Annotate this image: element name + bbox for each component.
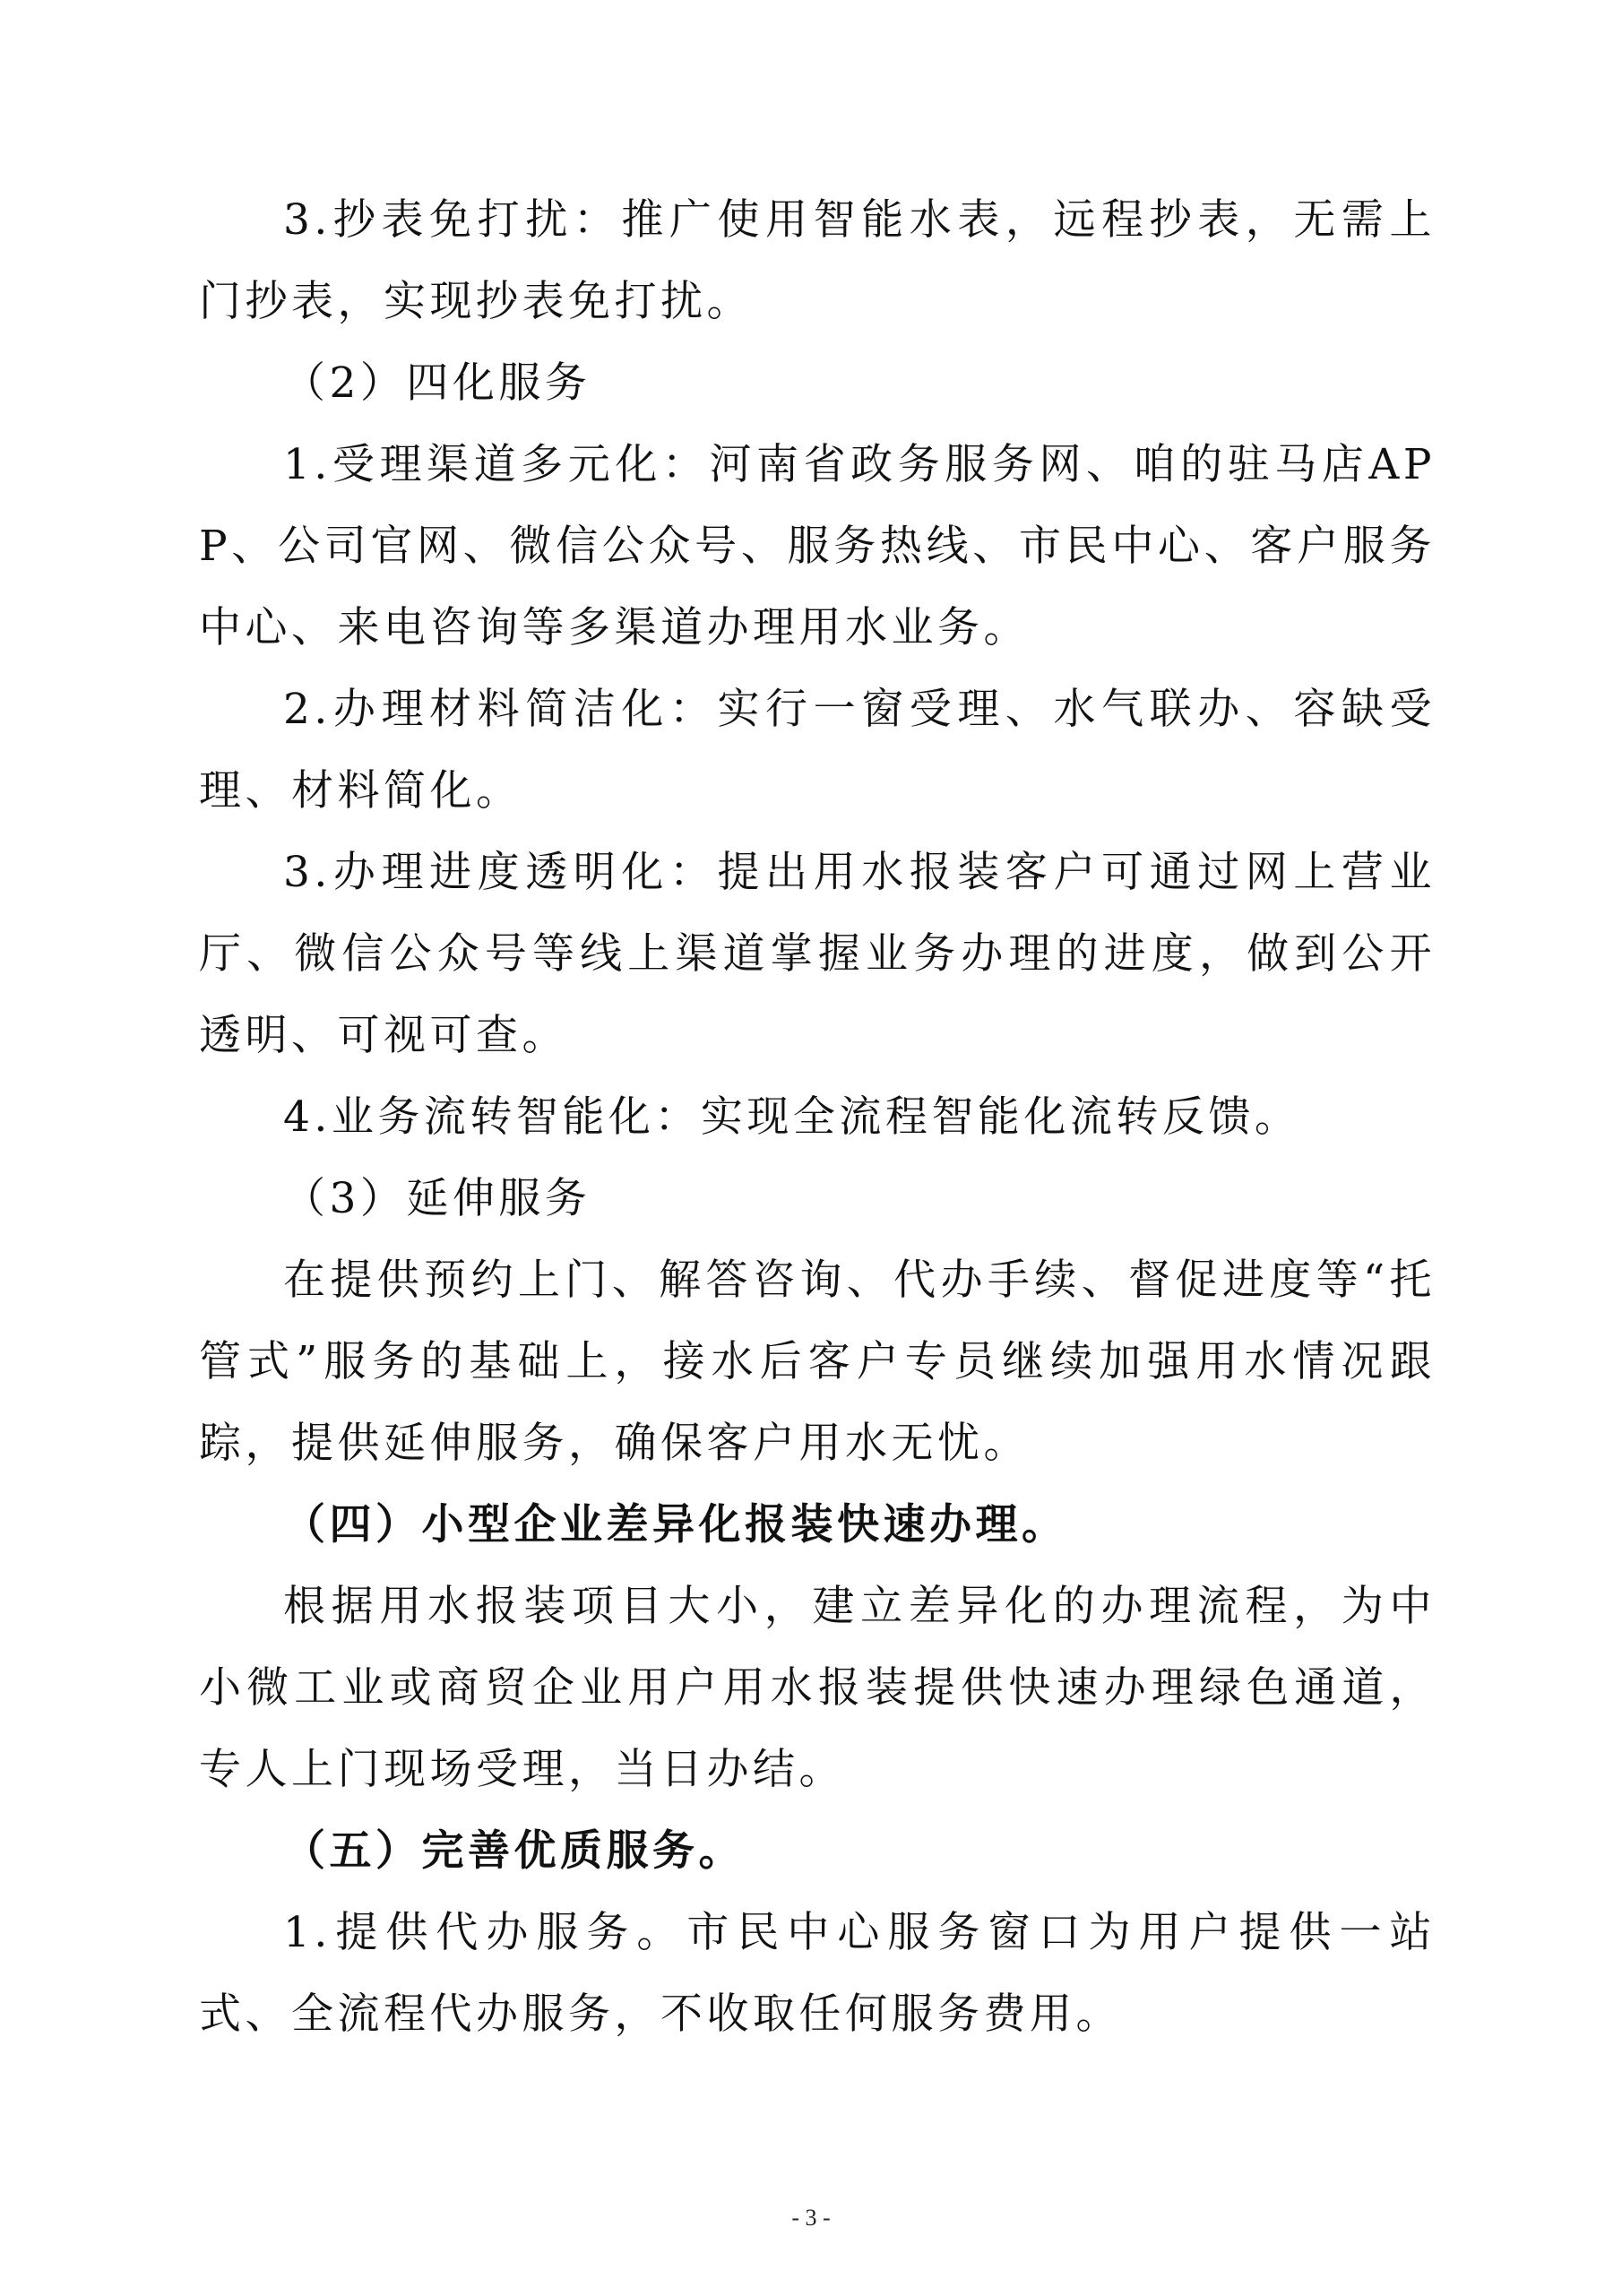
heading-quality-service: （五）完善优质服务。	[283, 1826, 745, 1876]
paragraph-extended-services: 在提供预约上门、解答咨询、代办手续、督促进度等“托管式”服务的基础上，接水后客户专员继续加强用水情况跟踪，提供延伸服务，确保客户用水无忧。	[199, 1256, 1436, 1468]
heading-four-services: （2）四化服务	[283, 358, 591, 408]
document-body	[199, 179, 1436, 2196]
heading-extended-services: （3）延伸服务	[283, 1174, 591, 1223]
page-number: - 3 -	[791, 2205, 831, 2231]
paragraph-workflow: 4.业务流转智能化：实现全流程智能化流转反馈。	[283, 1092, 1301, 1142]
paragraph-progress: 3.办理进度透明化：提出用水报装客户可通过网上营业厅、微信公众号等线上渠道掌握业务办理的进度，做到公开透明、可视可查。	[199, 848, 1436, 1060]
paragraph-materials: 2.办理材料简洁化：实行一窗受理、水气联办、容缺受理、材料简化。	[199, 685, 1436, 816]
paragraph-meter-reading: 3.抄表免打扰：推广使用智能水表，远程抄表，无需上门抄表，实现抄表免打扰。	[199, 195, 1436, 326]
paragraph-agency-service: 1.提供代办服务。市民中心服务窗口为用户提供一站式、全流程代办服务，不收取任何服务费用。	[199, 1908, 1436, 2039]
paragraph-channels: 1.受理渠道多元化：河南省政务服务网、咱的驻马店APP、公司官网、微信公众号、服务热线、市民中心、客户服务中心、来电咨询等多渠道办理用水业务。	[199, 440, 1436, 652]
paragraph-small-enterprises: 根据用水报装项目大小，建立差异化的办理流程，为中小微工业或商贸企业用户用水报装提供快速办理绿色通道，专人上门现场受理，当日办结。	[199, 1582, 1436, 1794]
heading-small-enterprises: （四）小型企业差异化报装快速办理。	[283, 1500, 1068, 1549]
